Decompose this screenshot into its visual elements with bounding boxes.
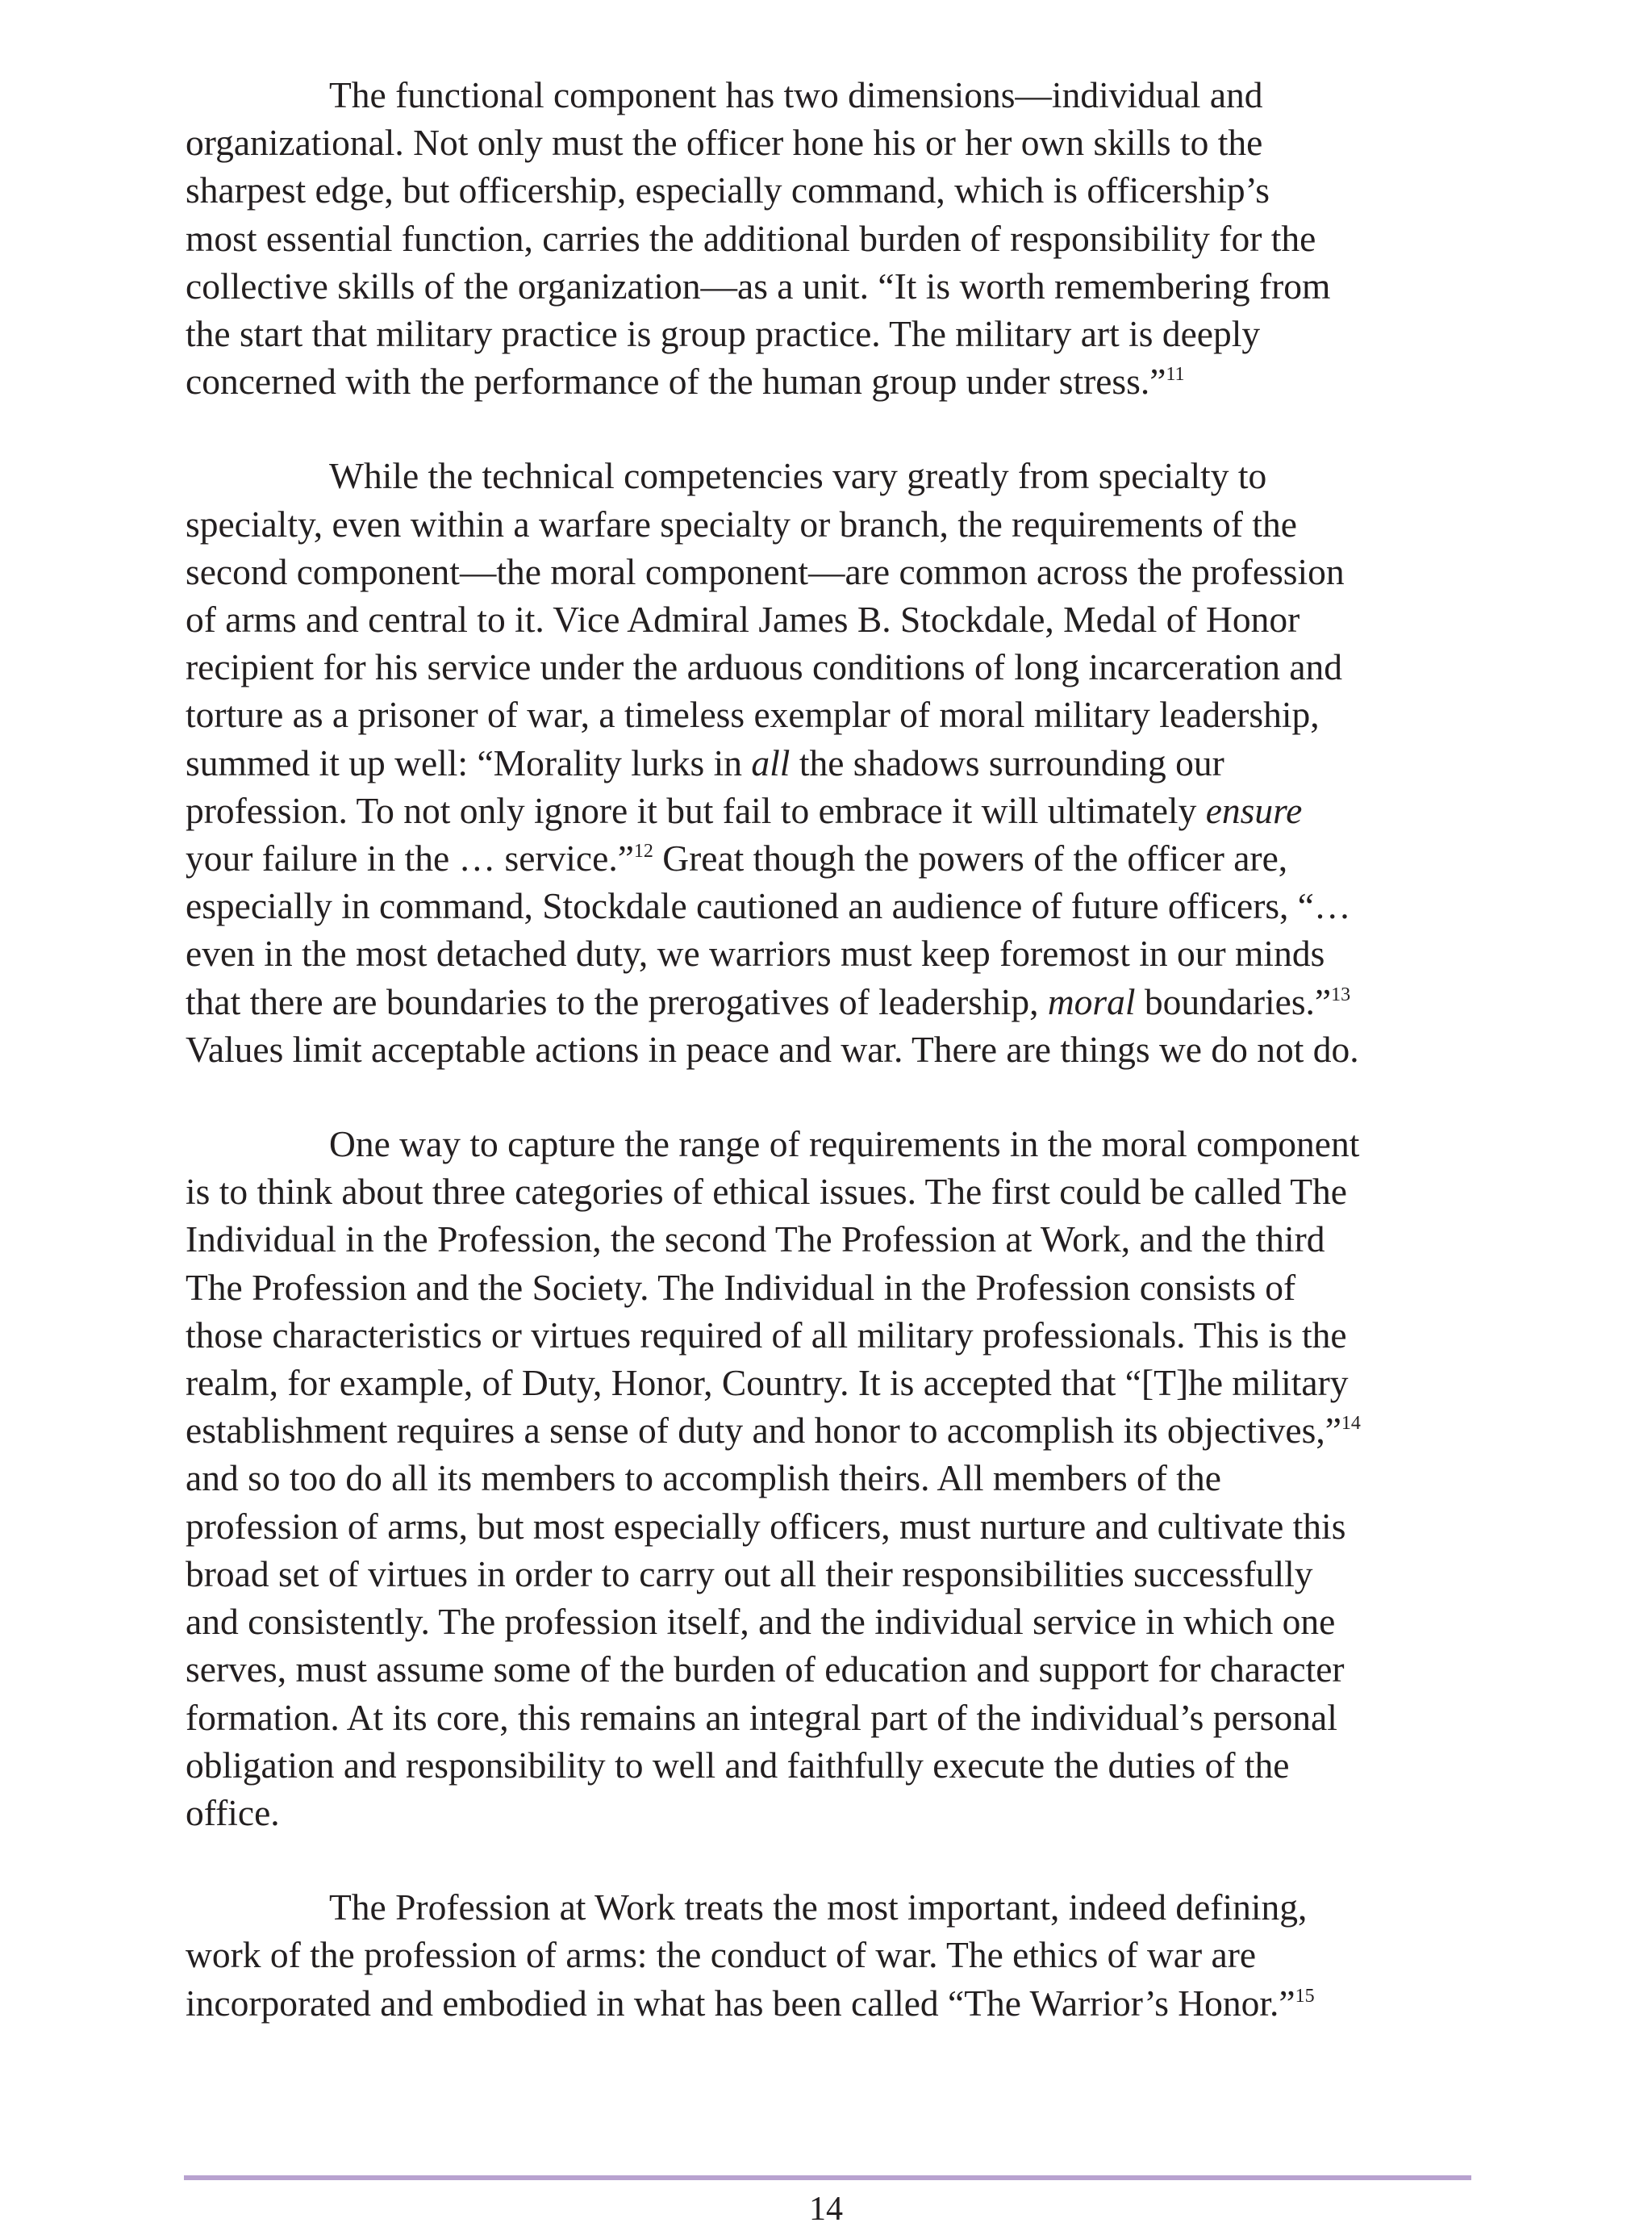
text-run: most essential function, carries the additional burden of responsibility for the — [186, 217, 1316, 259]
text-run: The functional component has two dimensions—individual and — [329, 74, 1263, 115]
text-run: that there are boundaries to the prerogatives of leadership, — [186, 980, 1048, 1022]
text-line — [186, 215, 1476, 262]
text-run: recipient for his service under the arduous conditions of long incarceration and — [186, 646, 1343, 688]
footer-divider — [184, 2175, 1471, 2180]
text-line — [186, 1550, 1476, 1598]
text-line — [186, 787, 1476, 834]
text-run: The Profession at Work treats the most important, indeed defining, — [329, 1886, 1308, 1928]
text-line — [186, 1026, 1476, 1073]
text-line — [186, 930, 1476, 977]
text-run: the start that military practice is group practice. The military art is deeply — [186, 313, 1261, 355]
text-line — [186, 1406, 1476, 1454]
text-run: concerned with the performance of the human group under stress.” — [186, 361, 1166, 403]
text-run: incorporated and embodied in what has been called “The Warrior’s Honor.” — [186, 1982, 1295, 2024]
text-run: of arms and central to it. Vice Admiral James B. Stockdale, Medal of Honor — [186, 599, 1300, 641]
text-run: formation. At its core, this remains an integral part of the individual’s personal — [186, 1696, 1337, 1738]
text-run: Values limit acceptable actions in peace and war. There are things we do not do. — [186, 1028, 1359, 1070]
text-line — [186, 643, 1476, 691]
text-run: The Profession and the Society. The Individual in the Profession consists of — [186, 1266, 1296, 1308]
text-line — [186, 548, 1476, 595]
text-run: and so too do all its members to accomplish theirs. All members of the — [186, 1457, 1221, 1499]
text-run: While the technical competencies vary greatly from specialty to — [329, 455, 1267, 497]
page-body — [186, 71, 1476, 2027]
text-line — [186, 1454, 1476, 1502]
text-line — [186, 1311, 1476, 1359]
text-line — [186, 1215, 1476, 1263]
text-run: profession of arms, but most especially officers, must nurture and cultivate this — [186, 1505, 1346, 1547]
text-run: even in the most detached duty, we warriors must keep foremost in our minds — [186, 933, 1325, 975]
text-line — [186, 1645, 1476, 1693]
paragraph-ethical-categories — [186, 1120, 1476, 1836]
text-run: organizational. Not only must the officer hone his or her own skills to the — [186, 122, 1263, 164]
text-line — [186, 1883, 1476, 1931]
text-line — [186, 71, 1476, 119]
text-run: second component—the moral component—are common across the profession — [186, 550, 1345, 592]
paragraph-functional-component — [186, 71, 1476, 405]
text-run: profession. To not only ignore it but fail to embrace it will ultimately — [186, 789, 1206, 831]
text-line — [186, 119, 1476, 166]
text-line — [186, 500, 1476, 548]
text-line — [186, 1168, 1476, 1215]
paragraph-profession-at-work — [186, 1883, 1476, 2027]
text-run: work of the profession of arms: the conduct of war. The ethics of war are — [186, 1934, 1257, 1976]
text-line — [186, 1120, 1476, 1168]
text-run: and consistently. The profession itself, and the individual service in which one — [186, 1601, 1336, 1643]
footnote-marker: 15 — [1295, 1985, 1315, 2007]
text-line — [186, 357, 1476, 405]
text-run: those characteristics or virtues required of all military professionals. This is the — [186, 1314, 1347, 1356]
footnote-marker: 14 — [1341, 1413, 1361, 1435]
text-line — [186, 1979, 1476, 2027]
text-run: boundaries.” — [1135, 980, 1332, 1022]
text-run: sharpest edge, but officership, especially command, which is officership’s — [186, 169, 1270, 211]
text-line — [186, 166, 1476, 214]
text-run: is to think about three categories of ethical issues. The first could be called The — [186, 1171, 1347, 1213]
text-line — [186, 691, 1476, 738]
text-line — [186, 739, 1476, 787]
text-line — [186, 1502, 1476, 1550]
text-run: establishment requires a sense of duty and honor to accomplish its objectives,” — [186, 1410, 1341, 1452]
text-line — [186, 1789, 1476, 1836]
text-line — [186, 1931, 1476, 1978]
text-run: office. — [186, 1791, 280, 1833]
text-run: torture as a prisoner of war, a timeless exemplar of moral military leadership, — [186, 694, 1320, 736]
text-run: realm, for example, of Duty, Honor, Country. It is accepted that “[T]he military — [186, 1362, 1349, 1404]
text-run: specialty, even within a warfare specialty or branch, the requirements of the — [186, 503, 1297, 545]
text-run: broad set of virtues in order to carry out all their responsibilities successfully — [186, 1552, 1313, 1594]
text-run: obligation and responsibility to well and faithfully execute the duties of the — [186, 1744, 1290, 1786]
paragraph-moral-component — [186, 452, 1476, 1073]
text-line — [186, 262, 1476, 310]
text-line — [186, 595, 1476, 643]
text-run: your failure in the … service.” — [186, 838, 634, 879]
text-run: Individual in the Profession, the second The Profession at Work, and the third — [186, 1218, 1325, 1260]
text-line — [186, 1694, 1476, 1741]
footnote-marker: 13 — [1331, 984, 1351, 1005]
text-run: serves, must assume some of the burden of education and support for character — [186, 1648, 1345, 1690]
text-run: collective skills of the organization—as a unit. “It is worth remembering from — [186, 265, 1331, 307]
footnote-marker: 12 — [633, 841, 653, 863]
text-line — [186, 1264, 1476, 1311]
text-run: One way to capture the range of requirements in the moral component — [329, 1123, 1360, 1165]
text-run: especially in command, Stockdale cautioned an audience of future officers, “… — [186, 885, 1351, 927]
text-line — [186, 452, 1476, 499]
italic-emphasis: ensure — [1205, 789, 1303, 831]
page-number: 14 — [809, 2191, 843, 2228]
text-line — [186, 1598, 1476, 1645]
text-run: the shadows surrounding our — [790, 742, 1224, 783]
text-line — [186, 310, 1476, 357]
text-run: summed it up well: “Morality lurks in — [186, 742, 752, 783]
text-line — [186, 1359, 1476, 1406]
italic-emphasis: moral — [1047, 980, 1136, 1022]
text-line — [186, 978, 1476, 1026]
text-line — [186, 834, 1476, 882]
italic-emphasis: all — [751, 742, 791, 783]
footnote-marker: 11 — [1166, 364, 1185, 386]
text-line — [186, 1741, 1476, 1789]
text-line — [186, 882, 1476, 930]
text-run: Great though the powers of the officer are, — [653, 838, 1288, 879]
